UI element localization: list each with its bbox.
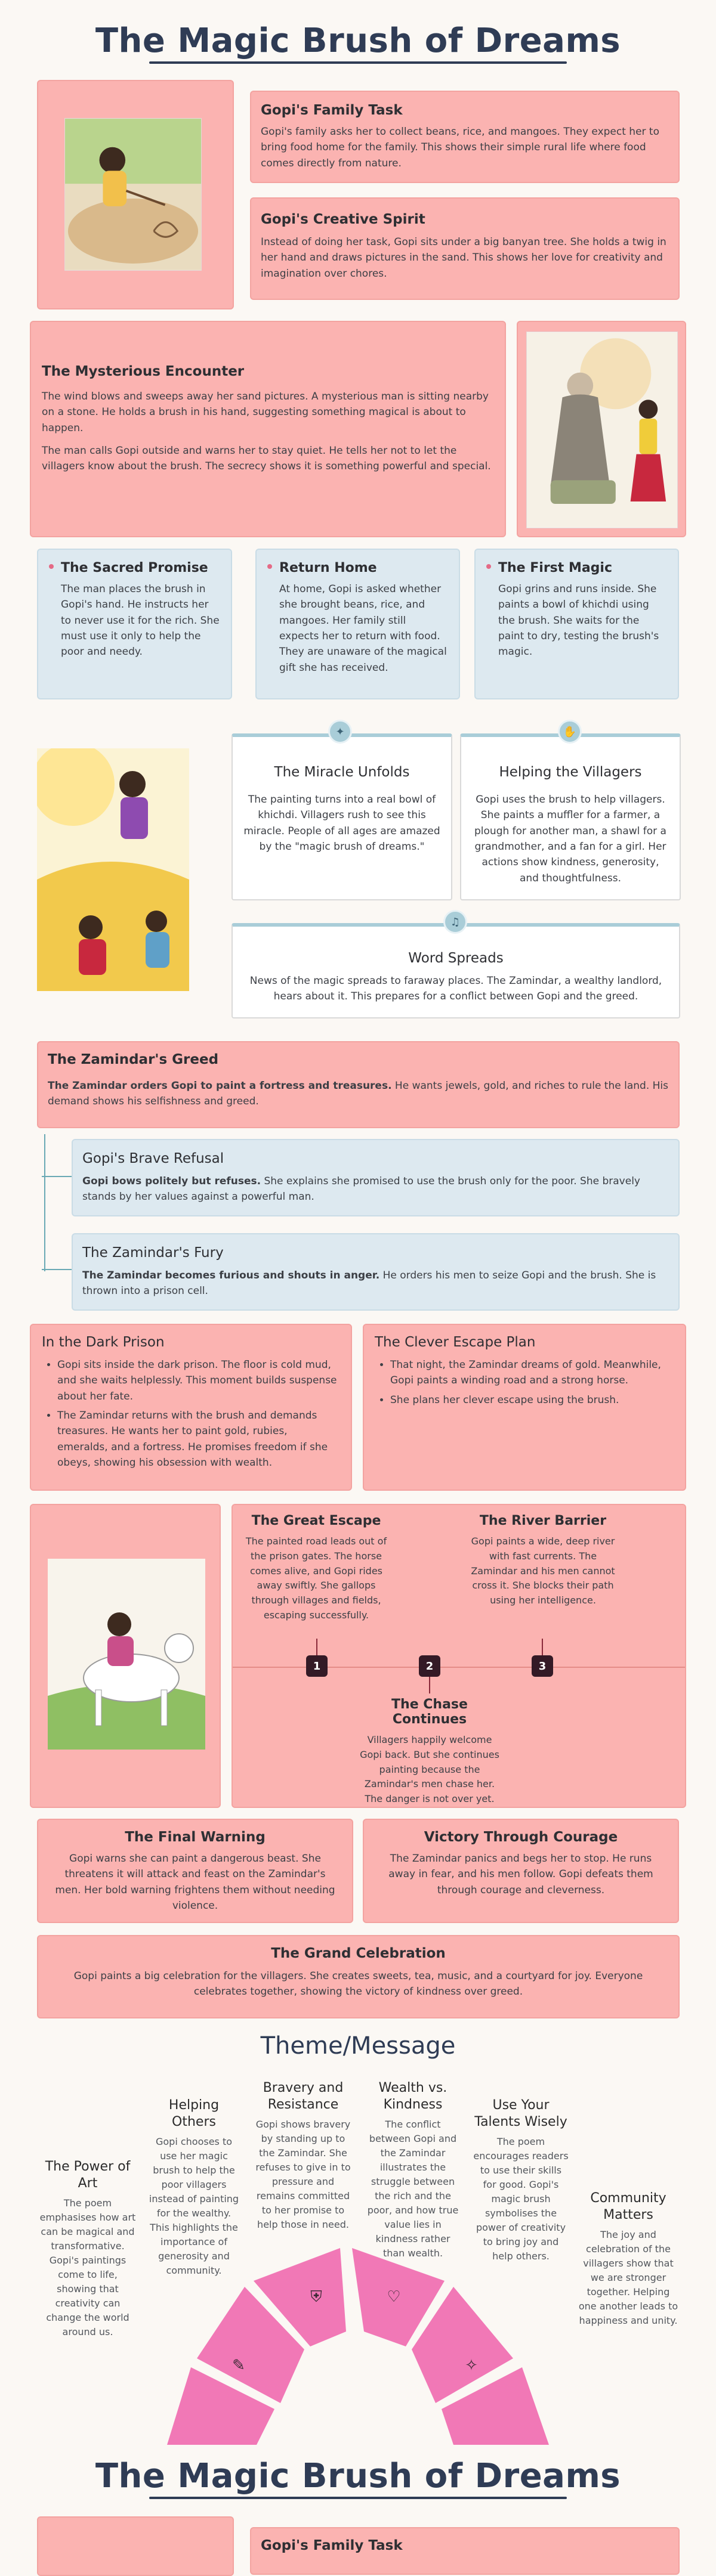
great-escape-heading: The Great Escape (251, 1513, 381, 1528)
helping-villagers-card (460, 733, 681, 900)
heart-icon: ♡ (387, 2288, 401, 2306)
illustration-panel-1 (37, 80, 234, 309)
theme-community (578, 2190, 679, 2328)
word-spreads-text: News of the magic spreads to faraway places. The Zamindar, a wealthy landlord, hears about it. This prepares for a conflict between Gopi and the greed. (249, 975, 662, 1003)
celebration-heading: The Grand Celebration (271, 1946, 446, 1961)
return-home-text: At home, Gopi is asked whether she brought beans, rice, and mangoes. Her family still expects her to return with food. They are unaware of the magical gift she has received. (279, 583, 447, 674)
megaphone-icon: ♫ (443, 910, 467, 934)
celebration-text: Gopi paints a big celebration for the villagers. She creates sweets, tea, music, and a courtyard for joy. Everyone celebrates together, showing the victory of kindness over greed. (73, 1970, 643, 1998)
connector-line (44, 1134, 45, 1271)
page-title: The Magic Brush of Dreams (0, 21, 716, 64)
escape-timeline-panel (232, 1504, 686, 1808)
theme-item-text: The joy and celebration of the villagers show that we are stronger together. Helping one another leads to happiness and unity. (578, 2229, 678, 2326)
timeline-tick (316, 1639, 317, 1655)
sacred-promise-card (37, 549, 232, 699)
escape-plan-heading: The Clever Escape Plan (375, 1335, 536, 1350)
encounter-paragraph-1: The wind blows and sweeps away her sand pictures. A mysterious man is sitting nearby on a stone. He holds a brush in his hand, suggesting something magical is about to happen. (42, 391, 489, 434)
return-home-heading: Return Home (279, 561, 377, 575)
repeat-family-task-card (250, 2527, 680, 2575)
list-item: • Gopi sits inside the dark prison. The floor is cold mud, and she waits helplessly. This moment builds suspense about her fate. (57, 1357, 340, 1404)
connector-branch (42, 1176, 72, 1177)
refusal-bold-text: Gopi bows politely but refuses. (82, 1175, 261, 1187)
helping-hand-icon: ✋ (558, 720, 582, 744)
creative-spirit-heading: Gopi's Creative Spirit (261, 212, 425, 227)
connector-branch (42, 1269, 72, 1270)
greed-text: He wants jewels, gold, and riches to rule the land. His demand shows his selfishness and greed. (48, 1080, 668, 1108)
repeat-page-title: The Magic Brush of Dreams (0, 2457, 716, 2499)
chase-text: Villagers happily welcome Gopi back. But she continues painting because the Zamindar's men chase her. The danger is not over yet. (360, 1734, 499, 1805)
villagers-gold-illustration (37, 748, 189, 991)
theme-item-heading: Community Matters (590, 2191, 666, 2222)
theme-item-text: Gopi shows bravery by standing up to the Zamindar. She refuses to give in to pressure and remains committed to her promise to help those in need. (255, 2119, 351, 2230)
theme-item-heading: Use Your Talents Wisely (474, 2098, 567, 2129)
timeline-number-1: 1 (306, 1655, 328, 1677)
shield-icon: ⛨ (310, 2288, 322, 2306)
magic-wand-icon: ✦ (328, 720, 352, 744)
river-barrier-heading: The River Barrier (479, 1513, 607, 1528)
grand-celebration-card (37, 1935, 680, 2018)
zamindar-greed-card (37, 1041, 680, 1128)
sparkle-icon: ✧ (465, 2357, 478, 2374)
fury-text: He orders his men to seize Gopi and the brush. She is thrown into a prison cell. (82, 1270, 656, 1298)
encounter-heading: The Mysterious Encounter (42, 364, 245, 379)
theme-arc-segments (155, 2230, 561, 2445)
timeline-item-1 (245, 1513, 388, 1623)
list-item: • The Zamindar returns with the brush and demands treasures. He wants her to paint gold, rubies, emeralds, and a fortress. He promises freedom if she obeys, showing his obsession with wealth. (57, 1408, 340, 1470)
first-magic-card (474, 549, 679, 699)
family-task-card (250, 91, 680, 183)
word-spreads-heading: Word Spreads (408, 950, 504, 966)
first-magic-heading: The First Magic (498, 561, 613, 575)
creative-spirit-card (250, 197, 680, 300)
miracle-text: The painting turns into a real bowl of khichdi. Villagers rush to see this miracle. People of all ages are amazed by the "magic brush of dreams." (243, 794, 440, 853)
encounter-paragraph-2: The man calls Gopi outside and warns her to stay quiet. He tells her not to let the villagers know about the brush. The secrecy shows it is something powerful and special. (42, 445, 491, 473)
repeat-illustration-panel (37, 2516, 234, 2576)
escape-plan-card (363, 1324, 686, 1491)
final-warning-heading: The Final Warning (125, 1829, 266, 1845)
first-magic-text: Gopi grins and runs inside. She paints a bowl of khichdi using the brush. She waits for the paint to dry, testing the brush's magic. (498, 583, 659, 658)
creative-spirit-text: Instead of doing her task, Gopi sits under a big banyan tree. She holds a twig in her hand and draws pictures in the sand. This shows her love for creativity and imagination over chores. (261, 236, 666, 280)
brave-refusal-card (72, 1139, 680, 1216)
miracle-heading: The Miracle Unfolds (274, 764, 410, 780)
illustration-panel-2 (517, 321, 686, 537)
timeline-item-2 (358, 1697, 501, 1807)
theme-item-heading: Bravery and Resistance (263, 2080, 344, 2112)
dark-prison-card (30, 1324, 352, 1491)
bullet-dot (49, 564, 54, 569)
theme-item-text: The conflict between Gopi and the Zamindar illustrates the struggle between the rich and the poor, and how true value lies in kindness rather than wealth. (367, 2119, 459, 2259)
timeline-number-2: 2 (419, 1655, 440, 1677)
final-warning-card (37, 1819, 353, 1923)
final-warning-text: Gopi warns she can paint a dangerous beast. She threatens it will attack and feast on the Zamindar's men. Her bold warning frightens them without needing violence. (55, 1853, 335, 1912)
timeline-number-3: 3 (532, 1655, 553, 1677)
greed-bold-text: The Zamindar orders Gopi to paint a fortress and treasures. (48, 1080, 392, 1092)
prison-list (42, 1357, 340, 1470)
repeat-family-task-heading: Gopi's Family Task (261, 2538, 403, 2553)
timeline-item-3 (468, 1513, 618, 1608)
brush-icon: ✎ (232, 2357, 245, 2374)
theme-item-text: The poem encourages readers to use their skills for good. Gopi's magic brush symbolises the power of creativity to bring joy and help others. (473, 2136, 569, 2262)
miracle-unfolds-card (232, 733, 452, 900)
theme-item-heading: The Power of Art (45, 2159, 131, 2191)
mysterious-man-illustration (526, 332, 678, 528)
theme-item-heading: Helping Others (168, 2098, 220, 2129)
prison-heading: In the Dark Prison (42, 1335, 165, 1350)
illustration-panel-3 (30, 1504, 221, 1808)
chase-heading: The Chase Continues (391, 1697, 468, 1727)
helping-text: Gopi uses the brush to help villagers. She paints a muffler for a farmer, a plough for another man, a shawl for a grandmother, and a fan for a girl. Her actions show kindness, generosity, and thoughtfulness. (474, 794, 666, 884)
victory-card (363, 1819, 679, 1923)
gopi-horse-illustration (48, 1559, 205, 1750)
theme-item-text: Gopi chooses to use her magic brush to help the poor villagers instead of painting for the wealthy. This highlights the importance of generosity and community. (149, 2136, 239, 2276)
list-item: • That night, the Zamindar dreams of gold. Meanwhile, Gopi paints a winding road and a strong horse. (390, 1357, 674, 1389)
refusal-text: She explains she promised to use the brush only for the poor. She bravely stands by her values against a powerful man. (82, 1175, 640, 1203)
bullet-dot (486, 564, 491, 569)
refusal-heading: Gopi's Brave Refusal (82, 1151, 224, 1166)
helping-heading: Helping the Villagers (499, 764, 642, 780)
fury-heading: The Zamindar's Fury (82, 1245, 224, 1261)
theme-bravery (255, 2080, 351, 2232)
word-spreads-card (232, 923, 680, 1018)
theme-heading: Theme/Message (260, 2032, 456, 2060)
timeline-line (233, 1667, 685, 1668)
theme-item-text: The poem emphasises how art can be magical and transformative. Gopi's paintings come to life, showing that creativity can change the world around us. (39, 2197, 136, 2337)
zamindar-fury-card (72, 1233, 680, 1311)
river-barrier-text: Gopi paints a wide, deep river with fast currents. The Zamindar and his men cannot cross it. She blocks their path using her intelligence. (471, 1535, 615, 1606)
victory-text: The Zamindar panics and begs her to stop. He runs away in fear, and his men follow. Gopi defeats them through courage and cleverness. (388, 1853, 653, 1896)
timeline-tick (429, 1677, 430, 1693)
greed-heading: The Zamindar's Greed (48, 1052, 219, 1067)
bullet-dot (267, 564, 272, 569)
theme-item-heading: Wealth vs. Kindness (378, 2080, 448, 2112)
sacred-promise-text: The man places the brush in Gopi's hand. He instructs her to never use it for the rich. She must use it only to help the poor and needy. (61, 583, 220, 658)
family-task-text: Gopi's family asks her to collect beans, rice, and mangoes. They expect her to bring food home for the family. This shows their simple rural life where food comes directly from nature. (261, 126, 659, 169)
return-home-card (255, 549, 460, 699)
escape-plan-list (375, 1357, 674, 1408)
family-task-heading: Gopi's Family Task (261, 103, 403, 118)
gopi-drawing-illustration (64, 118, 202, 271)
mysterious-encounter-card (30, 321, 506, 537)
sacred-promise-heading: The Sacred Promise (61, 561, 208, 575)
fury-bold-text: The Zamindar becomes furious and shouts in anger. (82, 1270, 380, 1281)
great-escape-text: The painted road leads out of the prison gates. The horse comes alive, and Gopi rides away swiftly. She gallops through villages and fields, escaping successfully. (245, 1535, 387, 1621)
list-item: • She plans her clever escape using the brush. (390, 1392, 674, 1408)
victory-heading: Victory Through Courage (424, 1829, 618, 1845)
timeline-tick (542, 1639, 543, 1655)
theme-power-of-art (37, 2159, 138, 2339)
